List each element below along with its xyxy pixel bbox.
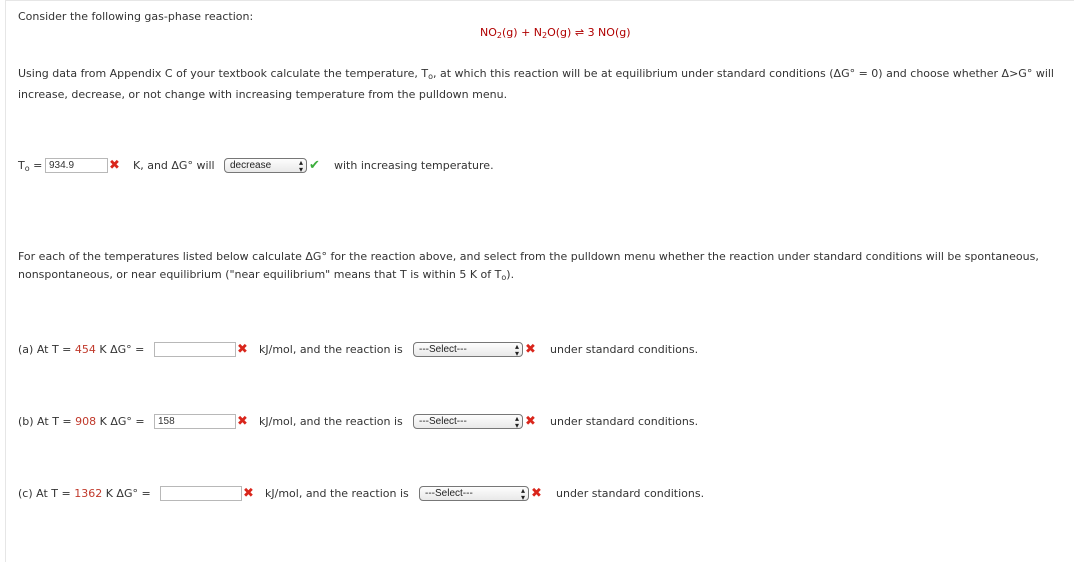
row-a-label: (a) At T = 454 K ΔG° = bbox=[18, 343, 145, 356]
plus-sign: + bbox=[521, 26, 531, 39]
x-mark-icon: ✖ bbox=[237, 342, 248, 357]
row-b-label: (b) At T = 908 K ΔG° = bbox=[18, 415, 145, 428]
check-mark-icon: ✔ bbox=[309, 158, 320, 173]
row-c-label: (c) At T = 1362 K ΔG° = bbox=[18, 487, 151, 500]
updown-arrows-icon: ▴ ▾ bbox=[514, 414, 519, 430]
row-c-unit-text: kJ/mol, and the reaction is bbox=[265, 487, 409, 500]
x-mark-icon: ✖ bbox=[531, 486, 542, 501]
x-mark-icon: ✖ bbox=[525, 342, 536, 357]
x-mark-icon: ✖ bbox=[237, 414, 248, 429]
row-b-delta-g-input[interactable]: 158 bbox=[154, 414, 236, 429]
page-left-border bbox=[5, 0, 6, 562]
row-a-temperature: 454 bbox=[74, 343, 96, 356]
equilibrium-arrow-icon: ⇌ bbox=[574, 26, 585, 39]
row-c-spontaneity-select[interactable]: ---Select--- ▴ ▾ bbox=[419, 486, 529, 501]
page-top-border bbox=[5, 0, 1074, 1]
row-a-suffix: under standard conditions. bbox=[550, 343, 699, 356]
row-c-temperature: 1362 bbox=[74, 487, 103, 500]
instructions-line-2: increase, decrease, or not change with increasing temperature from the pulldown menu. bbox=[18, 88, 508, 101]
updown-arrows-icon: ▴ ▾ bbox=[298, 158, 303, 174]
row-c-delta-g-input[interactable] bbox=[160, 486, 242, 501]
part2-line-2: nonspontaneous, or near equilibrium ("near equilibrium" means that T is within 5 K of $T_o$). bbox=[18, 268, 515, 282]
row-b-suffix: under standard conditions. bbox=[550, 415, 699, 428]
t0-input[interactable]: 934.9 bbox=[45, 158, 108, 173]
x-mark-icon: ✖ bbox=[243, 486, 254, 501]
row-b-unit-text: kJ/mol, and the reaction is bbox=[259, 415, 403, 428]
row-a-delta-g-input[interactable] bbox=[154, 342, 236, 357]
row-a-unit-text: kJ/mol, and the reaction is bbox=[259, 343, 403, 356]
t0-label: $T_o$ = bbox=[18, 159, 43, 173]
updown-arrows-icon: ▴ ▾ bbox=[514, 342, 519, 358]
row-a-spontaneity-select[interactable]: ---Select--- ▴ ▾ bbox=[413, 342, 523, 357]
t0-after-text: with increasing temperature. bbox=[334, 159, 494, 172]
instructions-line-1: Using data from Appendix C of your textbook calculate the temperature, $T_o$, at which this reaction will be at equilibrium under standard conditions (ΔG° = 0) and choose whether Δ>G° will bbox=[18, 67, 1054, 81]
x-mark-icon: ✖ bbox=[525, 414, 536, 429]
row-b-temperature: 908 bbox=[75, 415, 97, 428]
row-b-spontaneity-select[interactable]: ---Select--- ▴ ▾ bbox=[413, 414, 523, 429]
intro-text: Consider the following gas-phase reaction: bbox=[18, 10, 254, 23]
row-c-suffix: under standard conditions. bbox=[556, 487, 705, 500]
delta-g-trend-select[interactable]: decrease ▴ ▾ bbox=[224, 158, 307, 173]
x-mark-icon: ✖ bbox=[109, 158, 120, 173]
t0-unit-text: K, and ΔG° will bbox=[133, 159, 215, 172]
reactant-n2o: $N_2O(g)$ bbox=[533, 26, 572, 40]
reactant-no2: $NO_2(g)$ bbox=[480, 26, 518, 40]
updown-arrows-icon: ▴ ▾ bbox=[520, 486, 525, 502]
reaction-equation bbox=[480, 26, 631, 39]
part2-line-1: For each of the temperatures listed below calculate ΔG° for the reaction above, and select from the pulldown menu whether the reaction under standard conditions will be spontaneous, bbox=[18, 250, 1039, 263]
product-no: 3 NO(g) bbox=[587, 26, 631, 39]
